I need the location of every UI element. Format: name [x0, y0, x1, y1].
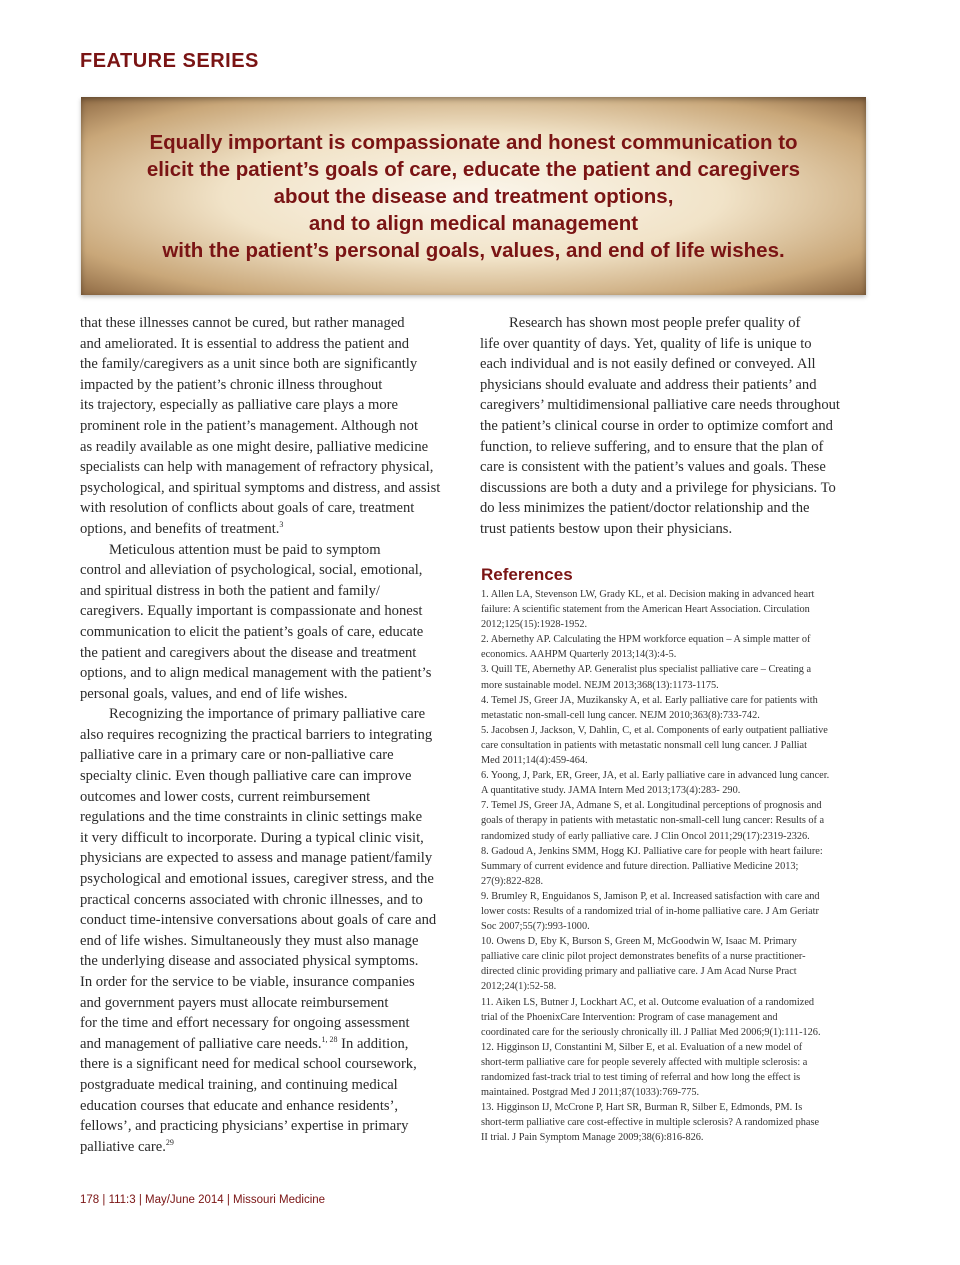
body-text: options, and benefits of treatment. — [80, 520, 280, 537]
reference-line: directed clinic providing primary and palliative care. J Am Acad Nurse Pract — [481, 966, 797, 978]
reference-line: II trial. J Pain Symptom Manage 2009;38(6):816-826. — [481, 1132, 704, 1144]
reference-line: care consultation in patients with metastatic nonsmall cell lung cancer. J Palliat — [481, 739, 807, 751]
body-line: trust patients bestow upon their physicians. — [480, 520, 733, 537]
reference-line: coordinated care for the seriously chronically ill. J Palliat Med 2006;9(1):111-126. — [481, 1026, 821, 1038]
body-line: specialty clinic. Even though palliative care can improve — [80, 768, 412, 785]
reference-line: 9. Brumley R, Enguidanos S, Jamison P, et al. Increased satisfaction with care and — [481, 890, 820, 902]
body-text: and management of palliative care needs. — [80, 1035, 322, 1052]
references-list — [481, 587, 866, 1145]
reference-line: trial of the PhoenixCare Intervention: Program of case management and — [481, 1011, 778, 1023]
reference-line: 2012;24(1):52-58. — [481, 981, 557, 993]
body-line: Research has shown most people prefer quality of — [509, 315, 801, 331]
body-text: In addition, — [337, 1035, 409, 1052]
citation-superscript: 1, 28 — [321, 1034, 338, 1044]
reference-line: economics. AAHPM Quarterly 2013;14(3):4-5. — [481, 649, 677, 661]
reference-line: metastatic non-small-cell lung cancer. NEJM 2010;363(8):733-742. — [481, 709, 760, 721]
reference-line: Soc 2007;55(7):993-1000. — [481, 921, 590, 933]
left-column-body — [80, 313, 462, 1157]
reference-line: Summary of current evidence and future direction. Palliative Medicine 2013; — [481, 860, 799, 872]
body-line: prominent role in the patient’s management. Although not — [80, 417, 419, 434]
body-line: Meticulous attention must be paid to symptom — [109, 541, 381, 558]
body-line: physicians should evaluate and address their patients’ and — [480, 376, 817, 393]
reference-line: 13. Higginson IJ, McCrone P, Hart SR, Burman R, Silber E, Edmonds, PM. Is — [481, 1102, 803, 1114]
body-line: the patient and caregivers about the disease and treatment — [80, 644, 417, 661]
page-footer: 178 | 111:3 | May/June 2014 | Missouri Medicine — [80, 1194, 326, 1206]
reference-line: Med 2011;14(4):459-464. — [481, 755, 588, 767]
body-line: and ameliorated. It is essential to address the patient and — [80, 335, 410, 352]
references-heading: References — [481, 565, 573, 584]
body-line: it very difficult to incorporate. During a typical clinic visit, — [80, 829, 424, 846]
reference-line: randomized fast-track trial to test timing of referral and how long the effect is — [481, 1072, 801, 1083]
body-line: psychological and emotional issues, caregiver stress, and the — [80, 871, 434, 888]
body-line: caregivers’ multidimensional palliative care needs throughout — [480, 397, 840, 414]
body-line: options, and to align medical management with the patient’s — [80, 665, 432, 682]
reference-line: more sustainable model. NEJM 2013;368(13):1173-1175. — [481, 679, 719, 691]
body-line: life over quantity of days. Yet, quality of life is unique to — [480, 335, 812, 352]
reference-line: A quantitative study. JAMA Intern Med 2013;173(4):283- 290. — [481, 785, 741, 797]
reference-line: maintained. Postgrad Med J 2011;87(1033):769-775. — [481, 1087, 700, 1099]
body-line: end of life wishes. Simultaneously they must also manage — [80, 932, 419, 949]
body-line: physicians are expected to assess and manage patient/family — [80, 850, 433, 867]
body-line: Recognizing the importance of primary palliative care — [109, 706, 426, 723]
body-line: personal goals, values, and end of life wishes. — [80, 685, 348, 702]
body-line: communication to elicit the patient’s goals of care, educate — [80, 623, 424, 640]
pull-quote-line: Equally important is compassionate and honest communication to — [149, 130, 798, 154]
body-line: and government payers must allocate reimbursement — [80, 994, 389, 1011]
body-line-with-citation — [80, 1034, 462, 1055]
body-line: function, to relieve suffering, and to ensure that the plan of — [480, 438, 824, 455]
body-line: caregivers. Equally important is compassionate and honest — [80, 603, 423, 620]
body-line: palliative care in a primary care or non-palliative care — [80, 747, 394, 764]
pull-quote-line: with the patient’s personal goals, values, and end of life wishes. — [162, 238, 785, 262]
reference-line: palliative care clinic pilot project demonstrates benefits of a nurse practitioner- — [481, 951, 806, 963]
body-line: that these illnesses cannot be cured, but rather managed — [80, 315, 405, 331]
pull-quote-box — [81, 97, 866, 295]
pull-quote-line: and to align medical management — [308, 211, 639, 235]
reference-line: 8. Gadoud A, Jenkins SMM, Hogg KJ. Palliative care for people with heart failure: — [481, 845, 823, 857]
body-line: there is a significant need for medical school coursework, — [80, 1056, 417, 1073]
body-line: postgraduate medical training, and continuing medical — [80, 1076, 398, 1093]
reference-line: 2012;125(15):1928-1952. — [481, 619, 588, 631]
body-line: the family/caregivers as a unit since both are significantly — [80, 356, 418, 373]
body-line: practical concerns associated with chronic illnesses, and to — [80, 891, 423, 908]
body-line: each individual and is not easily defined or conveyed. All — [480, 356, 816, 373]
citation-superscript: 29 — [165, 1137, 174, 1147]
body-line: impacted by the patient’s chronic illness throughout — [80, 376, 383, 393]
body-line-with-citation — [80, 1137, 462, 1158]
body-line: conduct time-intensive conversations about goals of care and — [80, 912, 437, 929]
reference-line: 27(9):822-828. — [481, 875, 544, 887]
citation-superscript: 3 — [279, 520, 284, 530]
body-line: for the time and effort necessary for ongoing assessment — [80, 1015, 410, 1032]
reference-line: 12. Higginson IJ, Constantini M, Silber E, et al. Evaluation of a new model of — [481, 1041, 803, 1053]
reference-line: 7. Temel JS, Greer JA, Admane S, et al. Longitudinal perceptions of prognosis and — [481, 800, 822, 812]
pull-quote-line: elicit the patient’s goals of care, educate the patient and caregivers — [146, 157, 801, 181]
body-line: discussions are both a duty and a privilege for physicians. To — [480, 479, 836, 496]
body-line: psychological, and spiritual symptoms and distress, and assist — [80, 479, 441, 496]
body-line: education courses that educate and enhance residents’, — [80, 1097, 399, 1114]
reference-line: 10. Owens D, Eby K, Burson S, Green M, McGoodwin W, Isaac M. Primary — [481, 936, 797, 948]
reference-line: short-term palliative care for people severely affected with multiple sclerosis: a — [481, 1056, 808, 1068]
body-line: the patient’s clinical course in order to optimize comfort and — [480, 417, 833, 434]
body-line: control and alleviation of psychological, social, emotional, — [80, 562, 423, 579]
body-line: its trajectory, especially as palliative care plays a more — [80, 397, 398, 414]
body-text: palliative care. — [80, 1138, 166, 1155]
reference-line: lower costs: Results of a randomized trial of in-home palliative care. J Am Geriatr — [481, 905, 819, 917]
body-line: regulations and the time constraints in clinic settings make — [80, 809, 423, 826]
reference-line: 5. Jacobsen J, Jackson, V, Dahlin, C, et al. Components of early outpatient palliative — [481, 724, 828, 736]
reference-line: 3. Quill TE, Abernethy AP. Generalist plus specialist palliative care – Creating a — [481, 664, 812, 676]
body-line: and spiritual distress in both the patient and family/ — [80, 582, 380, 599]
reference-line: failure: A scientific statement from the American Heart Association. Circulation — [481, 604, 810, 616]
reference-line: 11. Aiken LS, Butner J, Lockhart AC, et al. Outcome evaluation of a randomized — [481, 996, 815, 1008]
body-line-with-citation — [80, 519, 462, 540]
body-line: fellows’, and practicing physicians’ expertise in primary — [80, 1118, 409, 1135]
body-line: In order for the service to be viable, insurance companies — [80, 974, 415, 990]
reference-line: randomized study of early palliative care. J Clin Oncol 2011;29(17):2319-2326. — [481, 830, 810, 842]
feature-series-label: FEATURE SERIES — [80, 50, 259, 72]
body-line: with resolution of conflicts about goals of care, treatment — [80, 500, 415, 517]
body-line: outcomes and lower costs, current reimbursement — [80, 788, 371, 805]
pull-quote-line: about the disease and treatment options, — [273, 184, 674, 208]
body-line: the underlying disease and associated physical symptoms. — [80, 953, 419, 970]
right-column-body — [480, 313, 865, 540]
body-line: specialists can help with management of refractory physical, — [80, 459, 434, 476]
body-line: care is consistent with the patient’s values and goals. These — [480, 459, 826, 476]
reference-line: 1. Allen LA, Stevenson LW, Grady KL, et al. Decision making in advanced heart — [481, 589, 815, 600]
body-line: also requires recognizing the practical barriers to integrating — [80, 726, 433, 743]
reference-line: 6. Yoong, J, Park, ER, Greer, JA, et al. Early palliative care in advanced lung cancer. — [481, 770, 830, 782]
reference-line: goals of therapy in patients with metastatic non-small-cell lung cancer: Results of a — [481, 815, 825, 827]
reference-line: 4. Temel JS, Greer JA, Muzikansky A, et al. Early palliative care for patients with — [481, 694, 818, 706]
reference-line: 2. Abernethy AP. Calculating the HPM workforce equation – A simple matter of — [481, 634, 811, 646]
body-line: as readily available as one might desire, palliative medicine — [80, 438, 429, 455]
reference-line: short-term palliative care cost-effective in multiple sclerosis? A randomized phase — [481, 1117, 820, 1129]
body-line: do less minimizes the patient/doctor relationship and the — [480, 500, 810, 517]
